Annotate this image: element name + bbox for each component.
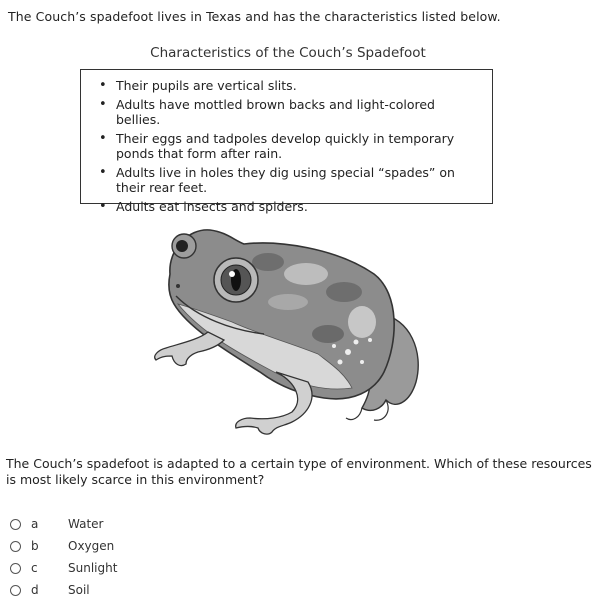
choice-text: Water [68, 517, 104, 531]
choice-letter: b [31, 539, 39, 553]
choice-letter: a [31, 517, 39, 531]
characteristic-item: • Adults eat insects and spiders. [99, 199, 480, 214]
characteristic-item: • Their pupils are vertical slits. [99, 78, 480, 93]
radio-button-b[interactable] [10, 541, 21, 552]
characteristics-list [99, 78, 480, 214]
choice-letter: d [31, 583, 39, 597]
radio-button-a[interactable] [10, 519, 21, 530]
choice-text: Soil [68, 583, 90, 597]
spadefoot-toad-illustration [148, 222, 428, 442]
characteristics-title: Characteristics of the Couch’s Spadefoot [150, 45, 426, 61]
radio-button-c[interactable] [10, 563, 21, 574]
choice-text: Sunlight [68, 561, 118, 575]
radio-button-d[interactable] [10, 585, 21, 596]
intro-text: The Couch’s spadefoot lives in Texas and has the characteristics listed below. [8, 9, 501, 24]
characteristic-item: • Adults have mottled brown backs and light-colored bellies. [99, 97, 480, 127]
choice-text: Oxygen [68, 539, 115, 553]
characteristic-item: • Their eggs and tadpoles develop quickly in temporary ponds that form after rain. [99, 131, 456, 161]
characteristic-item: • Adults live in holes they dig using special “spades” on their rear feet. [99, 165, 466, 195]
choice-letter: c [31, 561, 38, 575]
characteristics-box [80, 69, 493, 214]
question-text: The Couch’s spadefoot is adapted to a certain type of environment. Which of these resources is most likely scarce in this environment? [6, 456, 592, 487]
